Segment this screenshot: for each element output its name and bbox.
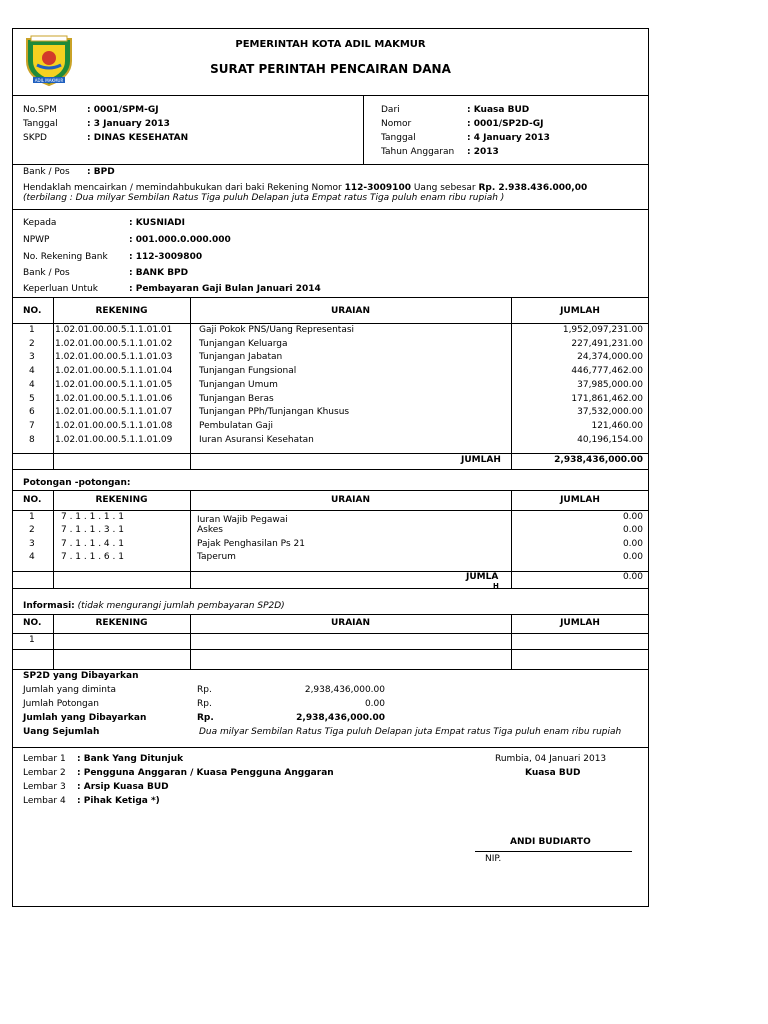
deductions-row-jumlah: 0.00 [622, 525, 643, 535]
table1-row-jumlah: 227,491,231.00 [571, 338, 643, 349]
source-account-number: 112-3009100 [344, 183, 411, 193]
purpose-label: Keperluan Untuk [23, 284, 98, 294]
deductions-header-jumlah: JUMLAH [560, 495, 600, 505]
bank-pos-label: Bank / Pos [23, 167, 70, 177]
deduction-total-summary-value: 0.00 [364, 699, 385, 709]
table1-header-rekening: REKENING [95, 306, 148, 316]
table1-row-no: 3 [29, 352, 35, 363]
recipient-account-value: : 112-3009800 [129, 252, 203, 262]
table1-header-jumlah: JUMLAH [560, 306, 600, 316]
table1-row-no: 4 [29, 379, 35, 390]
copy3-value: : Arsip Kuasa BUD [77, 782, 169, 792]
spm-date-value: : 3 January 2013 [87, 119, 170, 129]
info-header-no: NO. [23, 618, 42, 628]
table1-total-label: JUMLAH [461, 455, 501, 465]
table1-row-uraian: Tunjangan Fungsional [199, 366, 297, 377]
deductions-total-label-1: JUMLA [466, 572, 499, 582]
copy4-value: : Pihak Ketiga *) [77, 796, 160, 806]
government-title: PEMERINTAH KOTA ADIL MAKMUR [235, 39, 426, 50]
table1-row-rekening: 1.02.01.00.00.5.1.1.01.04 [55, 366, 173, 377]
transfer-instruction [23, 183, 587, 193]
deductions-row-rekening: 7 . 1 . 1 . 3 . 1 [61, 525, 124, 535]
table1-row-no: 7 [29, 420, 35, 431]
document-title: SURAT PERINTAH PENCAIRAN DANA [210, 62, 451, 76]
info-header-uraian: URAIAN [330, 618, 371, 628]
npwp-value: : 001.000.0.000.000 [129, 235, 231, 245]
table1-row-jumlah: 37,532,000.00 [577, 407, 643, 418]
table1-row-uraian: Tunjangan PPh/Tunjangan Khusus [199, 407, 350, 418]
requested-value: 2,938,436,000.00 [304, 685, 385, 695]
table1-row-uraian: Tunjangan Umum [199, 379, 278, 390]
table1-row-uraian: Gaji Pokok PNS/Uang Representasi [199, 325, 355, 335]
table1-row-no: 4 [29, 366, 35, 377]
sp2d-date-value: : 4 January 2013 [467, 133, 550, 143]
nip-label: NIP. [485, 854, 502, 864]
deductions-header-no: NO. [23, 495, 42, 505]
table1-row-no: 2 [29, 338, 35, 349]
info-row-no: 1 [29, 635, 35, 645]
table1-row-jumlah: 37,985,000.00 [577, 379, 643, 390]
table1-row-rekening: 1.02.01.00.00.5.1.1.01.08 [55, 420, 173, 431]
table1-row-no: 1 [29, 325, 35, 335]
paid-label: Jumlah yang Dibayarkan [23, 713, 147, 723]
table1-header-uraian: URAIAN [330, 306, 371, 316]
deductions-row-rekening: 7 . 1 . 1 . 6 . 1 [61, 552, 124, 562]
amount-in-words: (terbilang : Dua milyar Sembilan Ratus Tiga puluh Delapan juta Empat ratus Tiga puluh enam ribu rupiah ) [23, 193, 505, 203]
recipient-bank-value: : BANK BPD [129, 268, 189, 278]
requested-currency: Rp. [197, 685, 212, 695]
npwp-label: NPWP [23, 235, 50, 245]
table1-row-uraian: Iuran Asuransi Kesehatan [199, 434, 314, 445]
deductions-row-no: 1 [29, 512, 35, 522]
table1-row-rekening: 1.02.01.00.00.5.1.1.01.01 [55, 325, 173, 335]
signer-name: ANDI BUDIARTO [510, 837, 591, 847]
deduction-total-label: Jumlah Potongan [23, 699, 99, 709]
deductions-row-no: 2 [29, 525, 35, 535]
deductions-row-rekening: 7 . 1 . 1 . 1 . 1 [61, 512, 124, 522]
deductions-header-uraian: URAIAN [330, 495, 371, 505]
table1-row-no: 5 [29, 393, 35, 404]
table1-row-rekening: 1.02.01.00.00.5.1.1.01.06 [55, 393, 173, 404]
deductions-row-jumlah: 0.00 [622, 552, 643, 562]
sp2d-number-label: Nomor [381, 119, 412, 129]
information-note: (tidak mengurangi jumlah pembayaran SP2D) [77, 601, 285, 611]
transfer-amount: Rp. 2.938.436.000,00 [478, 183, 588, 193]
copy3-label: Lembar 3 [23, 782, 66, 792]
deductions-row-no: 3 [29, 539, 35, 549]
table1-row-no: 6 [29, 407, 35, 418]
amount-label: Uang sebesar [413, 183, 476, 193]
bank-pos-value: : BPD [87, 167, 115, 177]
table1-row-jumlah: 1,952,097,231.00 [562, 325, 643, 335]
table1-row-jumlah: 121,460.00 [591, 420, 643, 431]
copy2-value: : Pengguna Anggaran / Kuasa Pengguna Anggaran [77, 768, 334, 778]
dari-label: Dari [381, 105, 400, 115]
copy4-label: Lembar 4 [23, 796, 66, 806]
table1-row-rekening: 1.02.01.00.00.5.1.1.01.07 [55, 407, 173, 418]
sp2d-document [12, 28, 649, 907]
deductions-row-uraian: Taperum [197, 552, 236, 562]
deductions-total-label-2: H [493, 582, 499, 590]
recipient-bank-label: Bank / Pos [23, 268, 70, 278]
spm-date-label: Tanggal [23, 119, 58, 129]
table1-total-value: 2,938,436,000.00 [554, 455, 643, 465]
kepada-value: : KUSNIADI [129, 218, 186, 228]
deductions-row-jumlah: 0.00 [622, 512, 643, 522]
signature-line [475, 851, 632, 852]
copy1-value: : Bank Yang Ditunjuk [77, 754, 184, 764]
summary-title: SP2D yang Dibayarkan [23, 671, 139, 681]
paid-value: 2,938,436,000.00 [296, 713, 385, 723]
information-line [23, 601, 285, 611]
table1-row-jumlah: 446,777,462.00 [571, 366, 643, 377]
table1-header-no: NO. [23, 306, 42, 316]
deductions-row-no: 4 [29, 552, 35, 562]
table1-row-jumlah: 171,861,462.00 [571, 393, 643, 404]
dari-value: : Kuasa BUD [467, 105, 530, 115]
deduction-total-currency: Rp. [197, 699, 212, 709]
amount-words-value: Dua milyar Sembilan Ratus Tiga puluh Delapan juta Empat ratus Tiga puluh enam ribu rupiah [199, 727, 622, 737]
deductions-total-value: 0.00 [622, 572, 643, 582]
table1-row-uraian: Tunjangan Jabatan [199, 352, 283, 363]
deductions-row-rekening: 7 . 1 . 1 . 4 . 1 [61, 539, 124, 549]
signer-role: Kuasa BUD [525, 768, 581, 778]
recipient-account-label: No. Rekening Bank [23, 252, 108, 262]
table1-row-rekening: 1.02.01.00.00.5.1.1.01.09 [55, 434, 173, 445]
table1-row-uraian: Pembulatan Gaji [199, 420, 273, 431]
sp2d-date-label: Tanggal [381, 133, 416, 143]
place-date: Rumbia, 04 Januari 2013 [495, 754, 607, 764]
table1-row-no: 8 [29, 434, 35, 445]
copy1-label: Lembar 1 [23, 754, 66, 764]
logo-ribbon-text: ADIL MAKMUR [34, 78, 64, 83]
deductions-title: Potongan -potongan: [23, 478, 131, 488]
table1-row-rekening: 1.02.01.00.00.5.1.1.01.05 [55, 379, 173, 390]
deductions-row-uraian: Askes [197, 525, 223, 535]
table1-row-uraian: Tunjangan Keluarga [199, 338, 288, 349]
info-header-rekening: REKENING [95, 618, 148, 628]
requested-label: Jumlah yang diminta [23, 685, 117, 695]
information-label: Informasi: [23, 601, 75, 611]
table1-row-jumlah: 24,374,000.00 [577, 352, 643, 363]
info-header-jumlah: JUMLAH [560, 618, 600, 628]
sp2d-number-value: : 0001/SP2D-GJ [467, 119, 544, 129]
table1-row-rekening: 1.02.01.00.00.5.1.1.01.03 [55, 352, 173, 363]
copy2-label: Lembar 2 [23, 768, 66, 778]
fiscal-year-value: : 2013 [467, 147, 499, 157]
skpd-value: : DINAS KESEHATAN [87, 133, 189, 143]
fiscal-year-label: Tahun Anggaran [381, 147, 455, 157]
purpose-value: : Pembayaran Gaji Bulan Januari 2014 [129, 284, 321, 294]
instruction-text: Hendaklah mencairkan / memindahbukukan dari baki Rekening Nomor [23, 183, 342, 193]
table1-row-rekening: 1.02.01.00.00.5.1.1.01.02 [55, 338, 173, 349]
deductions-row-uraian: Pajak Penghasilan Ps 21 [197, 539, 305, 549]
deductions-row-uraian: Iuran Wajib Pegawai [197, 515, 288, 525]
table1-row-jumlah: 40,196,154.00 [577, 434, 643, 445]
amount-words-label: Uang Sejumlah [23, 727, 100, 737]
kepada-label: Kepada [23, 218, 57, 228]
deductions-header-rekening: REKENING [95, 495, 148, 505]
skpd-label: SKPD [23, 133, 47, 143]
spm-no-value: : 0001/SPM-GJ [87, 105, 159, 115]
spm-no-label: No.SPM [23, 105, 57, 115]
deductions-row-jumlah: 0.00 [622, 539, 643, 549]
paid-currency: Rp. [197, 713, 214, 723]
table1-row-uraian: Tunjangan Beras [199, 393, 274, 404]
